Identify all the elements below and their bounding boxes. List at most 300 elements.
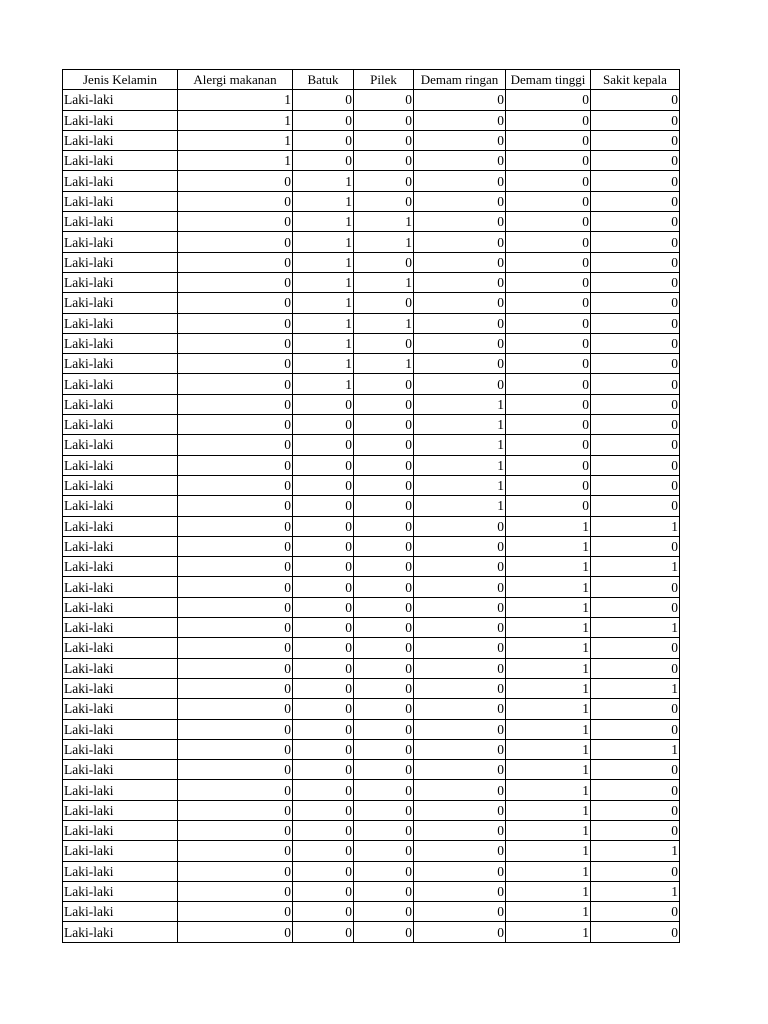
cell-jenis-kelamin: Laki-laki bbox=[63, 618, 178, 638]
cell-jenis-kelamin: Laki-laki bbox=[63, 212, 178, 232]
cell-demam-ringan: 0 bbox=[414, 760, 506, 780]
cell-alergi-makanan: 0 bbox=[178, 902, 293, 922]
table-row bbox=[63, 658, 680, 678]
cell-alergi-makanan: 0 bbox=[178, 658, 293, 678]
cell-alergi-makanan: 0 bbox=[178, 435, 293, 455]
table-row bbox=[63, 536, 680, 556]
symptom-data-table bbox=[62, 69, 680, 943]
cell-batuk: 0 bbox=[293, 618, 354, 638]
cell-sakit-kepala: 0 bbox=[591, 861, 680, 881]
cell-demam-ringan: 0 bbox=[414, 151, 506, 171]
table-row bbox=[63, 171, 680, 191]
cell-sakit-kepala: 0 bbox=[591, 638, 680, 658]
cell-demam-ringan: 0 bbox=[414, 557, 506, 577]
cell-pilek: 0 bbox=[354, 475, 414, 495]
cell-pilek: 0 bbox=[354, 678, 414, 698]
cell-jenis-kelamin: Laki-laki bbox=[63, 760, 178, 780]
table-row bbox=[63, 780, 680, 800]
cell-alergi-makanan: 0 bbox=[178, 841, 293, 861]
cell-alergi-makanan: 0 bbox=[178, 496, 293, 516]
cell-batuk: 0 bbox=[293, 496, 354, 516]
cell-pilek: 0 bbox=[354, 861, 414, 881]
cell-jenis-kelamin: Laki-laki bbox=[63, 841, 178, 861]
table-row bbox=[63, 313, 680, 333]
cell-demam-tinggi: 1 bbox=[506, 881, 591, 901]
cell-batuk: 0 bbox=[293, 658, 354, 678]
cell-jenis-kelamin: Laki-laki bbox=[63, 354, 178, 374]
cell-jenis-kelamin: Laki-laki bbox=[63, 557, 178, 577]
cell-jenis-kelamin: Laki-laki bbox=[63, 739, 178, 759]
cell-alergi-makanan: 0 bbox=[178, 739, 293, 759]
cell-pilek: 0 bbox=[354, 922, 414, 942]
cell-batuk: 0 bbox=[293, 435, 354, 455]
table-row bbox=[63, 719, 680, 739]
cell-demam-tinggi: 1 bbox=[506, 841, 591, 861]
cell-alergi-makanan: 0 bbox=[178, 557, 293, 577]
cell-alergi-makanan: 0 bbox=[178, 922, 293, 942]
cell-jenis-kelamin: Laki-laki bbox=[63, 293, 178, 313]
header-pilek: Pilek bbox=[354, 70, 414, 90]
cell-demam-ringan: 0 bbox=[414, 252, 506, 272]
cell-alergi-makanan: 0 bbox=[178, 699, 293, 719]
cell-jenis-kelamin: Laki-laki bbox=[63, 374, 178, 394]
cell-pilek: 0 bbox=[354, 90, 414, 110]
cell-alergi-makanan: 0 bbox=[178, 455, 293, 475]
cell-alergi-makanan: 0 bbox=[178, 678, 293, 698]
cell-sakit-kepala: 0 bbox=[591, 272, 680, 292]
cell-alergi-makanan: 0 bbox=[178, 800, 293, 820]
table-row bbox=[63, 597, 680, 617]
cell-alergi-makanan: 1 bbox=[178, 90, 293, 110]
header-batuk: Batuk bbox=[293, 70, 354, 90]
cell-batuk: 0 bbox=[293, 861, 354, 881]
cell-batuk: 1 bbox=[293, 313, 354, 333]
cell-alergi-makanan: 0 bbox=[178, 293, 293, 313]
cell-batuk: 0 bbox=[293, 394, 354, 414]
cell-demam-tinggi: 0 bbox=[506, 435, 591, 455]
cell-pilek: 0 bbox=[354, 658, 414, 678]
cell-demam-ringan: 0 bbox=[414, 861, 506, 881]
header-sakit-kepala: Sakit kepala bbox=[591, 70, 680, 90]
cell-pilek: 0 bbox=[354, 739, 414, 759]
cell-pilek: 0 bbox=[354, 130, 414, 150]
cell-jenis-kelamin: Laki-laki bbox=[63, 394, 178, 414]
table-row bbox=[63, 151, 680, 171]
header-jenis-kelamin: Jenis Kelamin bbox=[63, 70, 178, 90]
cell-demam-tinggi: 0 bbox=[506, 374, 591, 394]
cell-sakit-kepala: 0 bbox=[591, 577, 680, 597]
table-row bbox=[63, 760, 680, 780]
cell-jenis-kelamin: Laki-laki bbox=[63, 455, 178, 475]
cell-demam-tinggi: 1 bbox=[506, 577, 591, 597]
cell-alergi-makanan: 0 bbox=[178, 881, 293, 901]
cell-pilek: 0 bbox=[354, 252, 414, 272]
cell-jenis-kelamin: Laki-laki bbox=[63, 415, 178, 435]
cell-batuk: 0 bbox=[293, 881, 354, 901]
cell-sakit-kepala: 0 bbox=[591, 597, 680, 617]
cell-demam-tinggi: 1 bbox=[506, 618, 591, 638]
cell-pilek: 0 bbox=[354, 800, 414, 820]
cell-demam-tinggi: 0 bbox=[506, 191, 591, 211]
cell-demam-tinggi: 0 bbox=[506, 455, 591, 475]
cell-pilek: 0 bbox=[354, 638, 414, 658]
cell-demam-ringan: 0 bbox=[414, 90, 506, 110]
table-row bbox=[63, 678, 680, 698]
cell-pilek: 0 bbox=[354, 699, 414, 719]
cell-batuk: 1 bbox=[293, 252, 354, 272]
cell-sakit-kepala: 0 bbox=[591, 760, 680, 780]
cell-jenis-kelamin: Laki-laki bbox=[63, 151, 178, 171]
cell-sakit-kepala: 0 bbox=[591, 333, 680, 353]
cell-jenis-kelamin: Laki-laki bbox=[63, 313, 178, 333]
cell-batuk: 0 bbox=[293, 536, 354, 556]
table-row bbox=[63, 293, 680, 313]
cell-alergi-makanan: 0 bbox=[178, 760, 293, 780]
cell-demam-ringan: 0 bbox=[414, 374, 506, 394]
cell-demam-tinggi: 0 bbox=[506, 333, 591, 353]
cell-jenis-kelamin: Laki-laki bbox=[63, 333, 178, 353]
cell-batuk: 0 bbox=[293, 557, 354, 577]
cell-pilek: 0 bbox=[354, 780, 414, 800]
cell-sakit-kepala: 1 bbox=[591, 678, 680, 698]
cell-batuk: 0 bbox=[293, 739, 354, 759]
cell-demam-tinggi: 0 bbox=[506, 232, 591, 252]
table-row bbox=[63, 374, 680, 394]
cell-demam-tinggi: 1 bbox=[506, 739, 591, 759]
cell-jenis-kelamin: Laki-laki bbox=[63, 232, 178, 252]
table-row bbox=[63, 212, 680, 232]
cell-alergi-makanan: 0 bbox=[178, 313, 293, 333]
cell-demam-ringan: 0 bbox=[414, 699, 506, 719]
cell-jenis-kelamin: Laki-laki bbox=[63, 536, 178, 556]
cell-jenis-kelamin: Laki-laki bbox=[63, 699, 178, 719]
cell-demam-ringan: 0 bbox=[414, 678, 506, 698]
cell-demam-ringan: 0 bbox=[414, 800, 506, 820]
cell-sakit-kepala: 0 bbox=[591, 252, 680, 272]
cell-alergi-makanan: 1 bbox=[178, 110, 293, 130]
cell-sakit-kepala: 0 bbox=[591, 922, 680, 942]
cell-demam-tinggi: 0 bbox=[506, 90, 591, 110]
table-row bbox=[63, 800, 680, 820]
cell-alergi-makanan: 0 bbox=[178, 415, 293, 435]
cell-demam-ringan: 0 bbox=[414, 171, 506, 191]
cell-sakit-kepala: 0 bbox=[591, 536, 680, 556]
cell-demam-tinggi: 1 bbox=[506, 780, 591, 800]
cell-demam-ringan: 0 bbox=[414, 638, 506, 658]
cell-alergi-makanan: 0 bbox=[178, 191, 293, 211]
cell-demam-ringan: 1 bbox=[414, 394, 506, 414]
table-row bbox=[63, 841, 680, 861]
cell-jenis-kelamin: Laki-laki bbox=[63, 597, 178, 617]
cell-sakit-kepala: 1 bbox=[591, 841, 680, 861]
cell-jenis-kelamin: Laki-laki bbox=[63, 820, 178, 840]
cell-jenis-kelamin: Laki-laki bbox=[63, 475, 178, 495]
table-row bbox=[63, 577, 680, 597]
cell-batuk: 0 bbox=[293, 151, 354, 171]
cell-demam-ringan: 0 bbox=[414, 902, 506, 922]
cell-batuk: 0 bbox=[293, 820, 354, 840]
cell-demam-tinggi: 1 bbox=[506, 902, 591, 922]
cell-batuk: 0 bbox=[293, 577, 354, 597]
cell-sakit-kepala: 0 bbox=[591, 151, 680, 171]
cell-alergi-makanan: 0 bbox=[178, 171, 293, 191]
cell-batuk: 0 bbox=[293, 455, 354, 475]
cell-pilek: 1 bbox=[354, 232, 414, 252]
cell-demam-tinggi: 1 bbox=[506, 597, 591, 617]
cell-pilek: 1 bbox=[354, 272, 414, 292]
cell-alergi-makanan: 0 bbox=[178, 394, 293, 414]
cell-pilek: 1 bbox=[354, 212, 414, 232]
cell-pilek: 0 bbox=[354, 577, 414, 597]
cell-demam-tinggi: 0 bbox=[506, 394, 591, 414]
table-row bbox=[63, 922, 680, 942]
cell-pilek: 0 bbox=[354, 557, 414, 577]
cell-demam-ringan: 0 bbox=[414, 232, 506, 252]
cell-sakit-kepala: 0 bbox=[591, 110, 680, 130]
table-row bbox=[63, 496, 680, 516]
cell-alergi-makanan: 0 bbox=[178, 212, 293, 232]
cell-demam-ringan: 0 bbox=[414, 658, 506, 678]
cell-alergi-makanan: 0 bbox=[178, 577, 293, 597]
cell-batuk: 1 bbox=[293, 374, 354, 394]
cell-batuk: 0 bbox=[293, 902, 354, 922]
cell-demam-tinggi: 1 bbox=[506, 922, 591, 942]
cell-demam-ringan: 1 bbox=[414, 435, 506, 455]
table-row bbox=[63, 415, 680, 435]
cell-batuk: 1 bbox=[293, 333, 354, 353]
cell-demam-tinggi: 0 bbox=[506, 252, 591, 272]
cell-sakit-kepala: 0 bbox=[591, 455, 680, 475]
cell-pilek: 0 bbox=[354, 820, 414, 840]
cell-pilek: 0 bbox=[354, 171, 414, 191]
cell-jenis-kelamin: Laki-laki bbox=[63, 435, 178, 455]
cell-alergi-makanan: 0 bbox=[178, 232, 293, 252]
cell-demam-ringan: 0 bbox=[414, 597, 506, 617]
cell-jenis-kelamin: Laki-laki bbox=[63, 800, 178, 820]
cell-pilek: 0 bbox=[354, 496, 414, 516]
cell-demam-tinggi: 0 bbox=[506, 313, 591, 333]
cell-demam-ringan: 0 bbox=[414, 272, 506, 292]
cell-pilek: 1 bbox=[354, 313, 414, 333]
cell-batuk: 0 bbox=[293, 678, 354, 698]
cell-sakit-kepala: 0 bbox=[591, 293, 680, 313]
cell-pilek: 0 bbox=[354, 394, 414, 414]
header-alergi-makanan: Alergi makanan bbox=[178, 70, 293, 90]
cell-demam-ringan: 1 bbox=[414, 496, 506, 516]
cell-sakit-kepala: 0 bbox=[591, 394, 680, 414]
cell-batuk: 1 bbox=[293, 232, 354, 252]
cell-batuk: 0 bbox=[293, 110, 354, 130]
cell-demam-ringan: 0 bbox=[414, 739, 506, 759]
cell-pilek: 0 bbox=[354, 455, 414, 475]
cell-demam-tinggi: 1 bbox=[506, 719, 591, 739]
cell-pilek: 0 bbox=[354, 435, 414, 455]
cell-alergi-makanan: 0 bbox=[178, 780, 293, 800]
cell-demam-tinggi: 1 bbox=[506, 678, 591, 698]
cell-jenis-kelamin: Laki-laki bbox=[63, 496, 178, 516]
cell-demam-ringan: 0 bbox=[414, 719, 506, 739]
cell-pilek: 0 bbox=[354, 760, 414, 780]
cell-batuk: 1 bbox=[293, 272, 354, 292]
cell-demam-tinggi: 0 bbox=[506, 354, 591, 374]
cell-sakit-kepala: 0 bbox=[591, 171, 680, 191]
cell-demam-tinggi: 1 bbox=[506, 516, 591, 536]
cell-demam-tinggi: 1 bbox=[506, 536, 591, 556]
cell-demam-tinggi: 0 bbox=[506, 293, 591, 313]
cell-batuk: 0 bbox=[293, 719, 354, 739]
cell-batuk: 1 bbox=[293, 293, 354, 313]
cell-demam-tinggi: 0 bbox=[506, 272, 591, 292]
cell-sakit-kepala: 0 bbox=[591, 435, 680, 455]
cell-sakit-kepala: 0 bbox=[591, 232, 680, 252]
cell-alergi-makanan: 0 bbox=[178, 536, 293, 556]
table-row bbox=[63, 881, 680, 901]
cell-pilek: 0 bbox=[354, 841, 414, 861]
cell-demam-ringan: 0 bbox=[414, 110, 506, 130]
cell-demam-tinggi: 0 bbox=[506, 415, 591, 435]
cell-jenis-kelamin: Laki-laki bbox=[63, 638, 178, 658]
cell-jenis-kelamin: Laki-laki bbox=[63, 130, 178, 150]
cell-batuk: 0 bbox=[293, 760, 354, 780]
cell-demam-tinggi: 0 bbox=[506, 130, 591, 150]
cell-sakit-kepala: 0 bbox=[591, 374, 680, 394]
cell-alergi-makanan: 0 bbox=[178, 861, 293, 881]
cell-demam-ringan: 0 bbox=[414, 191, 506, 211]
cell-jenis-kelamin: Laki-laki bbox=[63, 780, 178, 800]
table-row bbox=[63, 110, 680, 130]
table-row bbox=[63, 232, 680, 252]
cell-sakit-kepala: 1 bbox=[591, 557, 680, 577]
cell-pilek: 0 bbox=[354, 902, 414, 922]
cell-demam-tinggi: 1 bbox=[506, 820, 591, 840]
cell-demam-ringan: 1 bbox=[414, 415, 506, 435]
cell-sakit-kepala: 0 bbox=[591, 90, 680, 110]
cell-sakit-kepala: 0 bbox=[591, 313, 680, 333]
cell-pilek: 0 bbox=[354, 151, 414, 171]
cell-sakit-kepala: 0 bbox=[591, 475, 680, 495]
cell-batuk: 0 bbox=[293, 130, 354, 150]
cell-demam-ringan: 0 bbox=[414, 820, 506, 840]
cell-batuk: 0 bbox=[293, 922, 354, 942]
cell-batuk: 1 bbox=[293, 354, 354, 374]
cell-sakit-kepala: 0 bbox=[591, 130, 680, 150]
table-row bbox=[63, 475, 680, 495]
cell-alergi-makanan: 1 bbox=[178, 151, 293, 171]
cell-sakit-kepala: 1 bbox=[591, 881, 680, 901]
table-row bbox=[63, 638, 680, 658]
cell-sakit-kepala: 0 bbox=[591, 699, 680, 719]
cell-demam-tinggi: 1 bbox=[506, 638, 591, 658]
cell-batuk: 0 bbox=[293, 780, 354, 800]
cell-demam-tinggi: 0 bbox=[506, 496, 591, 516]
cell-pilek: 0 bbox=[354, 374, 414, 394]
table-row bbox=[63, 902, 680, 922]
cell-demam-ringan: 0 bbox=[414, 212, 506, 232]
cell-batuk: 1 bbox=[293, 191, 354, 211]
cell-sakit-kepala: 0 bbox=[591, 496, 680, 516]
cell-batuk: 0 bbox=[293, 638, 354, 658]
cell-jenis-kelamin: Laki-laki bbox=[63, 577, 178, 597]
cell-batuk: 0 bbox=[293, 516, 354, 536]
cell-sakit-kepala: 0 bbox=[591, 780, 680, 800]
table-row bbox=[63, 516, 680, 536]
cell-demam-tinggi: 1 bbox=[506, 861, 591, 881]
cell-jenis-kelamin: Laki-laki bbox=[63, 272, 178, 292]
table-row bbox=[63, 455, 680, 475]
table-row bbox=[63, 90, 680, 110]
table-row bbox=[63, 435, 680, 455]
table-row bbox=[63, 354, 680, 374]
cell-demam-ringan: 0 bbox=[414, 130, 506, 150]
cell-jenis-kelamin: Laki-laki bbox=[63, 678, 178, 698]
table-row bbox=[63, 333, 680, 353]
cell-sakit-kepala: 0 bbox=[591, 212, 680, 232]
table-row bbox=[63, 394, 680, 414]
cell-jenis-kelamin: Laki-laki bbox=[63, 171, 178, 191]
cell-demam-tinggi: 1 bbox=[506, 760, 591, 780]
cell-pilek: 0 bbox=[354, 618, 414, 638]
cell-demam-ringan: 0 bbox=[414, 333, 506, 353]
cell-alergi-makanan: 1 bbox=[178, 130, 293, 150]
header-demam-ringan: Demam ringan bbox=[414, 70, 506, 90]
cell-batuk: 0 bbox=[293, 841, 354, 861]
cell-demam-ringan: 0 bbox=[414, 313, 506, 333]
table-body bbox=[63, 90, 680, 942]
cell-alergi-makanan: 0 bbox=[178, 719, 293, 739]
cell-jenis-kelamin: Laki-laki bbox=[63, 922, 178, 942]
cell-jenis-kelamin: Laki-laki bbox=[63, 90, 178, 110]
table-row bbox=[63, 191, 680, 211]
cell-pilek: 0 bbox=[354, 191, 414, 211]
cell-pilek: 0 bbox=[354, 293, 414, 313]
cell-batuk: 1 bbox=[293, 212, 354, 232]
cell-pilek: 0 bbox=[354, 881, 414, 901]
cell-demam-ringan: 0 bbox=[414, 354, 506, 374]
cell-demam-tinggi: 0 bbox=[506, 110, 591, 130]
cell-alergi-makanan: 0 bbox=[178, 475, 293, 495]
cell-jenis-kelamin: Laki-laki bbox=[63, 719, 178, 739]
cell-alergi-makanan: 0 bbox=[178, 374, 293, 394]
table-row bbox=[63, 618, 680, 638]
cell-batuk: 0 bbox=[293, 699, 354, 719]
table-row bbox=[63, 272, 680, 292]
cell-demam-ringan: 0 bbox=[414, 536, 506, 556]
cell-demam-ringan: 0 bbox=[414, 618, 506, 638]
cell-sakit-kepala: 0 bbox=[591, 902, 680, 922]
cell-sakit-kepala: 1 bbox=[591, 618, 680, 638]
cell-jenis-kelamin: Laki-laki bbox=[63, 861, 178, 881]
cell-demam-ringan: 0 bbox=[414, 780, 506, 800]
cell-jenis-kelamin: Laki-laki bbox=[63, 658, 178, 678]
table-row bbox=[63, 739, 680, 759]
cell-demam-tinggi: 0 bbox=[506, 212, 591, 232]
cell-pilek: 0 bbox=[354, 333, 414, 353]
cell-pilek: 0 bbox=[354, 719, 414, 739]
cell-demam-tinggi: 0 bbox=[506, 475, 591, 495]
cell-batuk: 1 bbox=[293, 171, 354, 191]
cell-jenis-kelamin: Laki-laki bbox=[63, 110, 178, 130]
cell-batuk: 0 bbox=[293, 800, 354, 820]
header-row bbox=[63, 70, 680, 90]
cell-jenis-kelamin: Laki-laki bbox=[63, 252, 178, 272]
header-demam-tinggi: Demam tinggi bbox=[506, 70, 591, 90]
table-row bbox=[63, 861, 680, 881]
cell-sakit-kepala: 0 bbox=[591, 191, 680, 211]
cell-demam-tinggi: 1 bbox=[506, 557, 591, 577]
table-row bbox=[63, 699, 680, 719]
cell-demam-ringan: 0 bbox=[414, 841, 506, 861]
cell-alergi-makanan: 0 bbox=[178, 252, 293, 272]
